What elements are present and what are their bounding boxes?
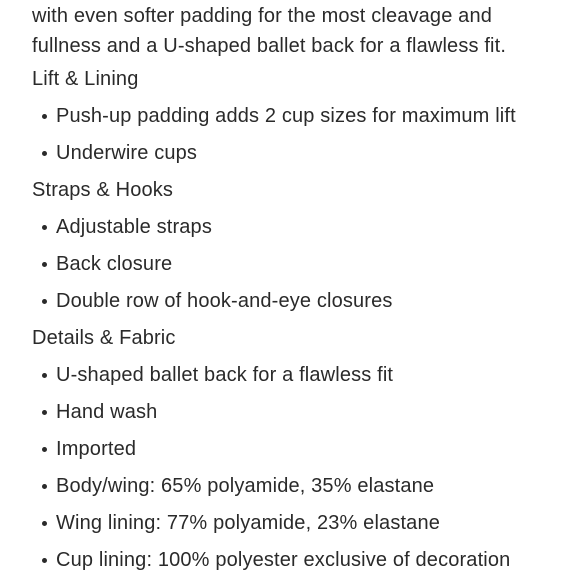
list-item-text: Back closure — [56, 253, 173, 275]
section-title-lift-lining: Lift & Lining — [32, 68, 139, 90]
product-description — [32, 0, 571, 579]
list-item-text: Wing lining: 77% polyamide, 23% elastane — [56, 512, 440, 534]
bullet-icon — [42, 299, 47, 304]
list-item-text: Push-up padding adds 2 cup sizes for maximum lift — [56, 105, 516, 127]
list-item-text: Body/wing: 65% polyamide, 35% elastane — [56, 475, 435, 497]
list-item — [32, 505, 571, 542]
list-item-text: Adjustable straps — [56, 216, 212, 238]
list-item — [32, 135, 571, 172]
bullet-icon — [42, 225, 47, 230]
list-straps-hooks — [32, 209, 571, 320]
list-item — [32, 357, 571, 394]
list-item-text: Underwire cups — [56, 142, 198, 164]
intro-paragraph — [32, 0, 571, 61]
section-title-straps-hooks: Straps & Hooks — [32, 179, 174, 201]
list-item — [32, 431, 571, 468]
intro-line-2: fullness and a U-shaped ballet back for a flawless fit. — [32, 35, 507, 57]
list-lift-lining — [32, 98, 571, 172]
bullet-icon — [42, 373, 47, 378]
list-item — [32, 98, 571, 135]
section-title-details-fabric: Details & Fabric — [32, 327, 176, 349]
bullet-icon — [42, 262, 47, 267]
bullet-icon — [42, 410, 47, 415]
list-item-text: Hand wash — [56, 401, 158, 423]
bullet-icon — [42, 447, 47, 452]
bullet-icon — [42, 114, 47, 119]
list-item-text: Cup lining: 100% polyester exclusive of decoration — [56, 549, 511, 571]
bullet-icon — [42, 151, 47, 156]
bullet-icon — [42, 521, 47, 526]
bullet-icon — [42, 558, 47, 563]
list-item — [32, 209, 571, 246]
list-item — [32, 468, 571, 505]
list-item — [32, 542, 571, 579]
list-item — [32, 246, 571, 283]
list-item-text: Double row of hook-and-eye closures — [56, 290, 393, 312]
bullet-icon — [42, 484, 47, 489]
intro-line-1: with even softer padding for the most cleavage and — [32, 5, 492, 27]
list-item — [32, 394, 571, 431]
list-details-fabric — [32, 357, 571, 579]
list-item-text: Imported — [56, 438, 137, 460]
list-item-text: U-shaped ballet back for a flawless fit — [56, 364, 394, 386]
list-item — [32, 283, 571, 320]
